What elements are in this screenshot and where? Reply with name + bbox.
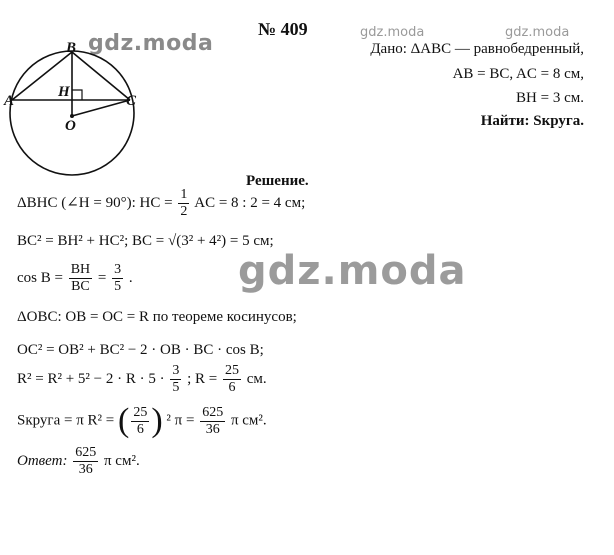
fraction-l6-1 <box>170 364 181 395</box>
label-B: B <box>66 40 77 56</box>
l6-den2: 6 <box>228 380 236 395</box>
solution-title: Решение. <box>246 173 309 189</box>
fraction-l7-1 <box>131 406 149 437</box>
answer-line <box>17 446 140 477</box>
answer-num: 625 <box>75 445 97 460</box>
label-A: A <box>4 93 15 109</box>
l7-pre: Sкруга = π R² = <box>17 412 115 429</box>
close-paren: ) <box>151 402 163 439</box>
l6-num1: 3 <box>172 363 180 378</box>
answer-label: Ответ: <box>17 452 68 469</box>
fraction-answer <box>73 446 98 477</box>
label-H: H <box>58 84 70 100</box>
given-line-1: Дано: ΔABC — равнобедренный, <box>370 41 584 57</box>
geometry-figure <box>0 38 160 188</box>
find-line: Найти: Sкруга. <box>480 113 584 129</box>
label-C: C <box>126 93 137 109</box>
l1-den: 2 <box>180 204 188 219</box>
l6-den1: 5 <box>172 380 180 395</box>
l7-num1: 25 <box>133 404 148 420</box>
l1-post: AC = 8 : 2 = 4 см; <box>194 194 306 211</box>
l1-pre: ΔBHC (∠H = 90°): HC = <box>17 194 173 211</box>
answer-den: 36 <box>78 462 93 477</box>
watermark-top-left: gdz.moda <box>88 31 214 56</box>
l3-post: . <box>128 269 133 286</box>
fraction-l7-2 <box>200 406 225 437</box>
watermark-top-right: gdz.moda <box>505 25 570 40</box>
l6-pre: R² = R² + 5² − 2 · R · 5 · <box>17 370 165 387</box>
l1-num: 1 <box>180 187 188 202</box>
fraction-l6-2 <box>223 364 241 395</box>
solution-line-4: ΔOBC: OB = OC = R по теореме косинусов; <box>17 309 297 325</box>
l6-num2: 25 <box>225 363 240 378</box>
solution-line-3 <box>17 263 133 294</box>
fraction-three-fifths <box>112 263 123 294</box>
fraction-bh-bc <box>69 263 92 294</box>
solution-line-5: OC² = OB² + BC² − 2 · OB · BC · cos B; <box>17 342 264 358</box>
open-paren: ( <box>118 402 130 439</box>
l7-post: π см². <box>230 412 267 429</box>
solution-line-6 <box>17 364 267 395</box>
l3-num1: BH <box>70 262 91 277</box>
watermark-center: gdz.moda <box>238 248 467 294</box>
answer-post: π см². <box>103 452 140 469</box>
l7-num2: 625 <box>202 404 224 420</box>
solution-line-2: BC² = BH² + HC²; BC = √(3² + 4²) = 5 см; <box>17 233 274 249</box>
watermark-top-center: gdz.moda <box>360 25 425 40</box>
solution-line-7 <box>17 402 267 440</box>
problem-number: № 409 <box>258 19 308 39</box>
l3-den1: BC <box>71 279 90 294</box>
l6-mid: ; R = <box>187 370 218 387</box>
fraction-one-half <box>178 188 189 219</box>
given-line-3: BH = 3 см. <box>516 90 584 106</box>
l7-den2: 36 <box>205 421 220 437</box>
label-O: O <box>65 118 76 134</box>
l6-post: см. <box>246 370 267 387</box>
l3-num2: 3 <box>114 262 122 277</box>
solution-line-1 <box>17 188 305 219</box>
l7-mid: ² π = <box>166 412 195 429</box>
l3-eq: = <box>97 269 107 286</box>
l3-pre: cos B = <box>17 269 63 286</box>
given-line-2: AB = BC, AC = 8 см, <box>452 66 584 82</box>
l7-den1: 6 <box>136 421 144 437</box>
l3-den2: 5 <box>114 279 122 294</box>
